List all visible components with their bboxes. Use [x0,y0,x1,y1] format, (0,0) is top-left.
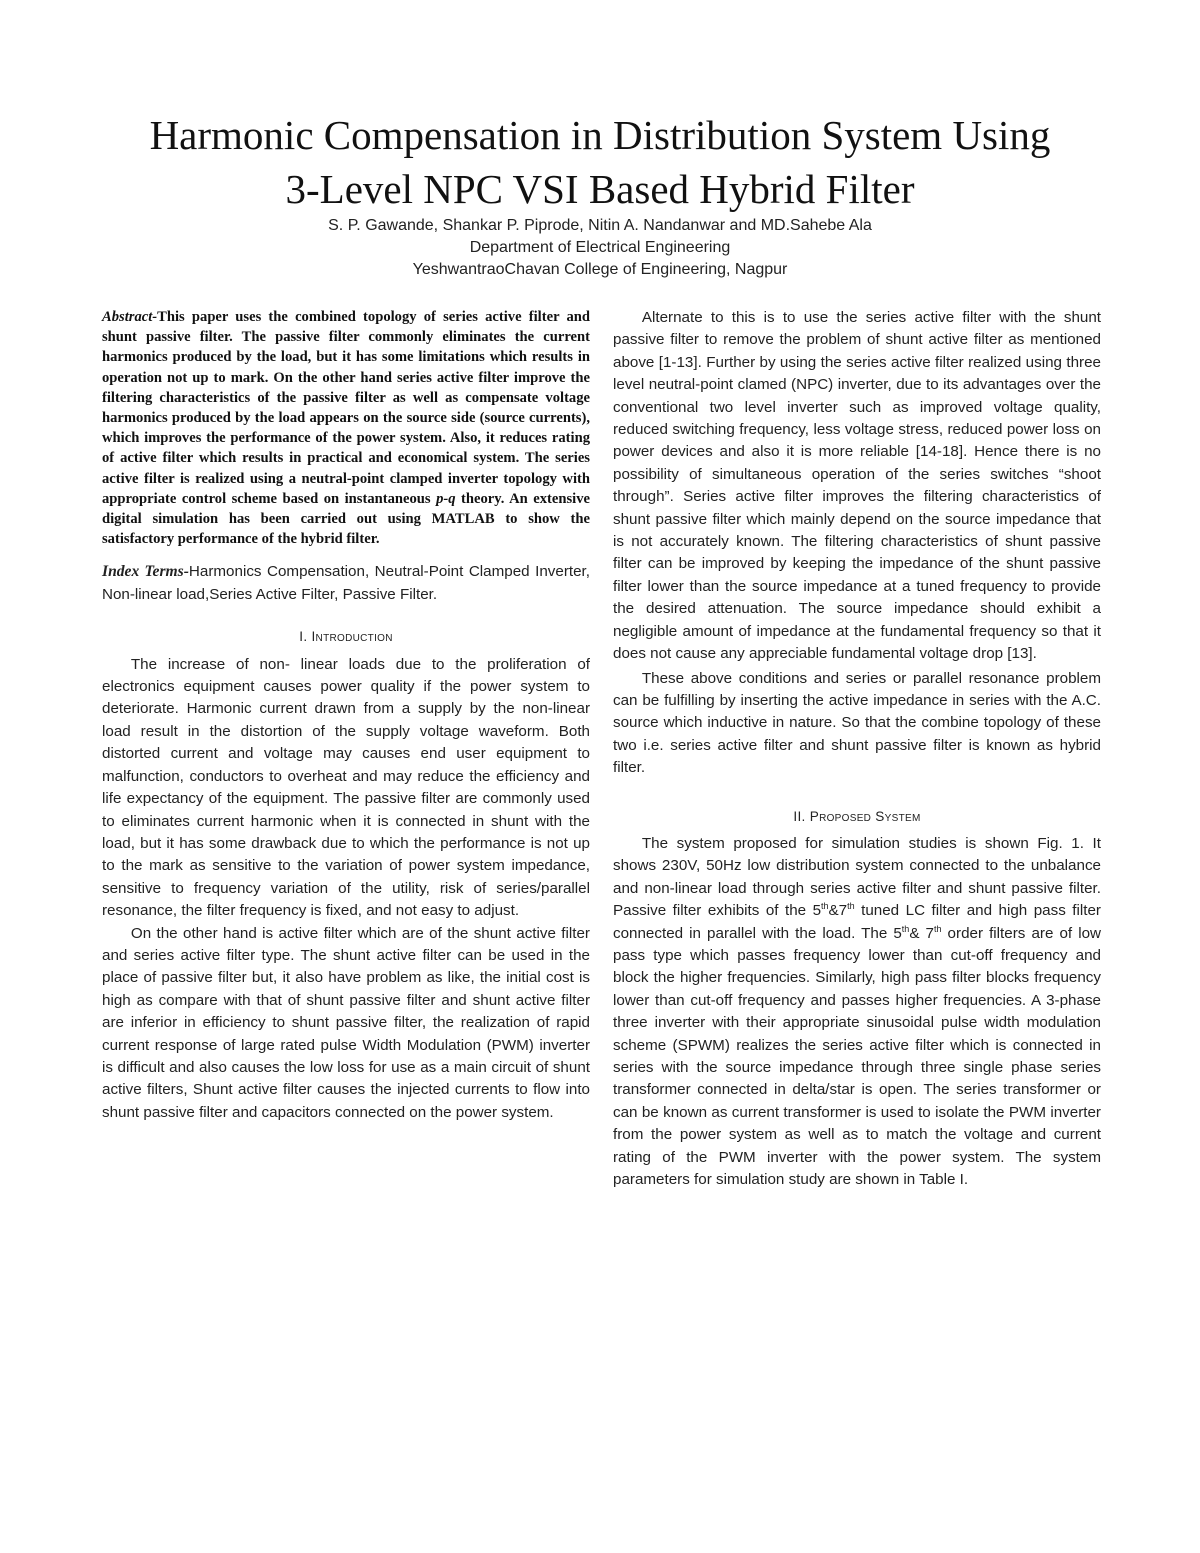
superscript: th [821,901,829,912]
abstract [102,307,590,549]
section-title: Proposed System [809,808,921,824]
paper-title [60,108,1140,216]
text-run: The system proposed for simulation studies is shown Fig. 1. It shows 230V, 50Hz low distribution system connected to the unbalance and non-linear load through series active filter and shunt passive filter. Passive filter exhibits of the 5 [613,834,1101,920]
author-names: S. P. Gawande, Shankar P. Piprode, Nitin A. Nandanwar and MD.Sahebe Ala [328,217,872,234]
superscript: th [901,923,910,934]
abstract-text-end: theory. An extensive digital simulation has been carried out using MATLAB to show the satisfactory performance of the hybrid filter. [102,490,590,548]
abstract-text: This paper uses the combined topology of series active filter and shunt passive filter. The passive filter commonly eliminates the current harmonics produced by the load, but it has some limitations which results in operation not up to mark. On the other hand series active filter improve the filtering characteristics of the passive filter as well as compensate voltage harmonics produced by the load appears on the source side (source currents), which improves the performance of the power system. Also, it reduces rating of active filter which results in practical and economical system. The series active filter is realized using a neutral-point clamped inverter topology with appropriate control scheme based on instantaneous [102,309,590,507]
abstract-label: Abstract- [102,309,158,325]
intro-paragraph-1: The increase of non- linear loads due to the proliferation of electronics equipment causes power quality if the power system to deteriorate. Harmonic current drawn from a supply by the non-linear load result in the distortion of the supply voltage waveform. Both distorted current and voltage may causes end user equipment to malfunction, conductors to overheat and may reduce the efficiency and life expectancy of the equipment. The passive filter are commonly used to eliminates current harmonic when it is connected in shunt with the load, but it has some drawback due to which the performance is not up to the mark as sensitive to the variation of power system impedance, sensitive to frequency variation of the utility, risk of series/parallel resonance, the filter frequency is fixed, and not easy to adjust. [102,655,590,920]
section-number: II. [793,808,810,824]
author-department: Department of Electrical Engineering [469,239,731,256]
index-terms-label: Index Terms- [102,563,189,581]
proposed-system-paragraph [613,833,1101,1192]
superscript: th [933,923,942,934]
section-title: Introduction [311,629,393,645]
abstract-pq: p-q [436,490,456,507]
author-institution: YeshwantraoChavan College of Engineering, Nagpur [412,261,788,278]
left-column [102,307,590,1124]
index-terms [102,561,590,606]
title-line-1: Harmonic Compensation in Distribution System Using [149,112,1051,158]
superscript: th [847,901,855,912]
intro-paragraph-4: These above conditions and series or parallel resonance problem can be fulfilling by inserting the active impedance in series with the A.C. source which inductive in nature. So that the combine topology of these two i.e. series active filter and shunt passive filter is known as hybrid filter. [613,669,1101,777]
text-run: order filters are of low pass type which passes frequency lower than cut-off frequency and block the higher frequencies. Similarly, high pass filter blocks frequency lower than cut-off frequency and passes higher frequencies. A 3-phase three inverter with their appropriate sinusoidal pulse width modulation scheme (SPWM) realizes the series active filter which is connected in series with the source impedance through three single phase series transformer connected in delta/star is open. The series transformer or can be known as current transformer is used to isolate the PWM inverter from the power system as well as to match the voltage and current rating of the PWM inverter with the power system. The system parameters for simulation study are shown in Table I. [613,924,1102,1189]
author-block [100,215,1100,281]
text-run: &7 [828,902,848,920]
section-number: I. [299,629,312,645]
text-run: tuned LC filter and high pass filter connected in parallel with the load. The 5 [613,902,1101,942]
title-line-2: 3-Level NPC VSI Based Hybrid Filter [285,166,915,212]
section-heading-proposed-system [613,806,1101,828]
text-run: & 7 [909,924,934,942]
section-heading-introduction [102,626,590,648]
index-terms-text: Harmonics Compensation, Neutral-Point Clamped Inverter, Non-linear load,Series Active Filter, Passive Filter. [102,563,590,603]
intro-paragraph-2: On the other hand is active filter which are of the shunt active filter and series active filter type. The shunt active filter can be used in the place of passive filter but, it also have problem as like, the initial cost is high as compare with that of shunt passive filter and shunt active filter are inferior in efficiency to shunt passive filter, the realization of rapid current response of large rated pulse Width Modulation (PWM) inverter is difficult and also causes the low loss for use as a main circuit of shunt active filters, Shunt active filter causes the injected currents to flow into shunt passive filter and capacitors connected on the power system. [102,924,590,1121]
right-column [613,307,1101,1191]
intro-paragraph-3: Alternate to this is to use the series active filter with the shunt passive filter to remove the problem of shunt active filter as mentioned above [1-13]. Further by using the series active filter realized using three level neutral-point clamed (NPC) inverter, due to its advantages over the conventional two level inverter such as improved voltage quality, reduced switching frequency, less voltage stress, reduced power loss on power devices and also it is more reliable [14-18]. Hence there is no possibility of simultaneous operation of the series switches “shoot through”. Series active filter improves the filtering characteristics of shunt passive filter which mainly depend on the source impedance that is not accurately known. The filtering characteristics of shunt passive filter can be improved by keeping the impedance of the shunt passive filter lower than the source impedance at a tuned frequency to provide the desired attenuation. The source impedance should exhibit a negligible amount of impedance at the fundamental frequency so that it does not cause any appreciable fundamental voltage drop [13]. [613,309,1101,663]
